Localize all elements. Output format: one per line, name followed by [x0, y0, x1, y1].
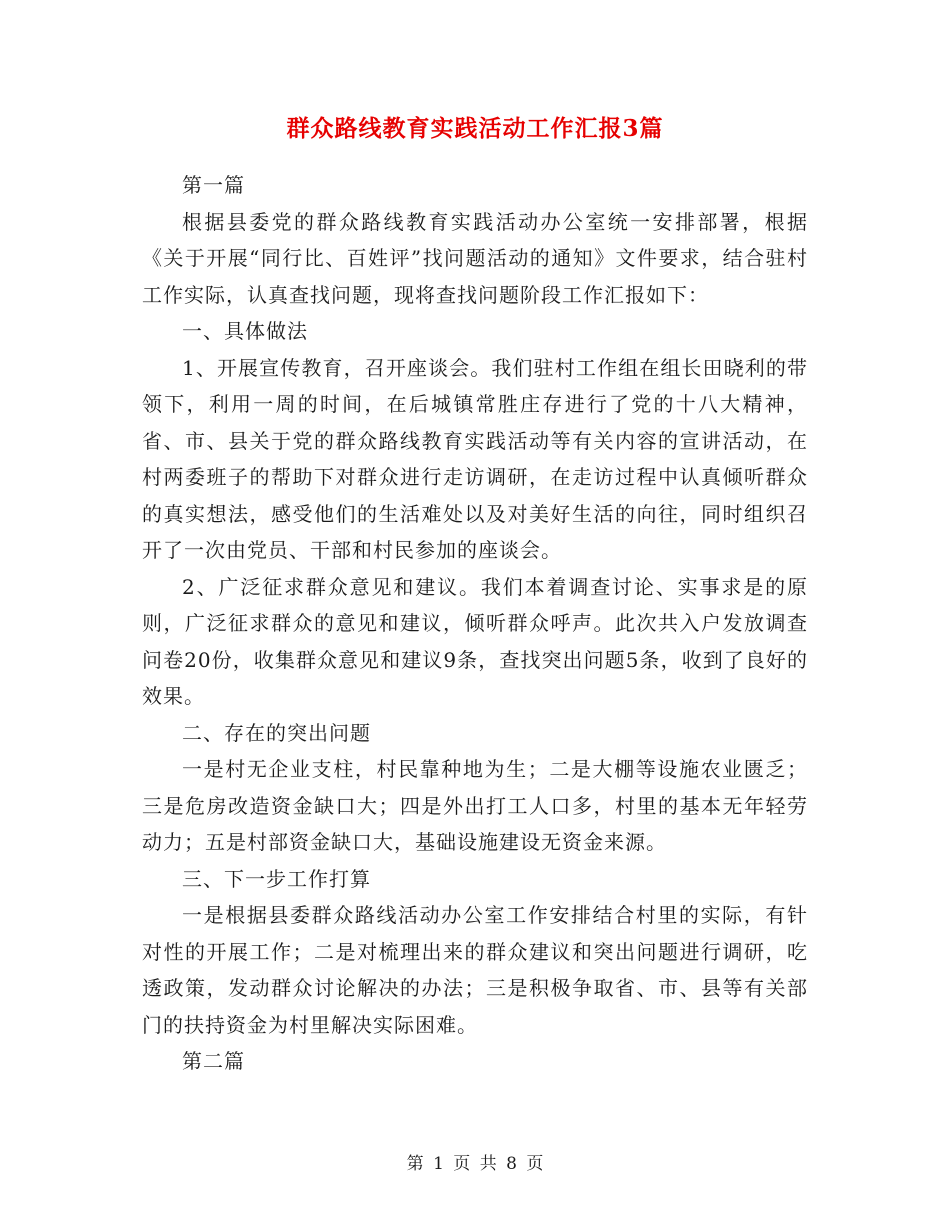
intro-paragraph: 根据县委党的群众路线教育实践活动办公室统一安排部署，根据《关于开展“同行比、百姓评”找问题活动的通知》文件要求，结合驻村工作实际，认真查找问题，现将查找问题阶段工作汇报如下： [142, 209, 808, 307]
body-paragraph: 1、开展宣传教育，召开座谈会。我们驻村工作组在组长田晓利的带领下，利用一周的时间，在后城镇常胜庄存进行了党的十八大精神，省、市、县关于党的群众路线教育实践活动等有关内容的宣讲活动，在村两委班子的帮助下对群众进行走访调研，在走访过程中认真倾听群众的真实想法，感受他们的生活难处以及对美好生活的向往，同时组织召开了一次由党员、干部和村民参加的座谈会。 [142, 355, 808, 562]
section-heading-next-steps: 三、下一步工作打算 [182, 866, 371, 891]
body-paragraph: 一是村无企业支柱，村民靠种地为生；二是大棚等设施农业匮乏；三是危房改造资金缺口大；四是外出打工人口多，村里的基本无年轻劳动力；五是村部资金缺口大，基础设施建设无资金来源。 [142, 757, 808, 854]
body-paragraph: 一是根据县委群众路线活动办公室工作安排结合村里的实际，有针对性的开展工作；二是对梳理出来的群众建议和突出问题进行调研，吃透政策，发动群众讨论解决的办法；三是积极争取省、市、县等有关部门的扶持资金为村里解决实际困难。 [142, 903, 808, 1037]
section-heading-problems: 二、存在的突出问题 [182, 720, 371, 745]
section-heading-part-one: 第一篇 [182, 173, 245, 197]
body-paragraph: 2、广泛征求群众意见和建议。我们本着调查讨论、实事求是的原则，广泛征求群众的意见和建议，倾听群众呼声。此次共入户发放调查问卷20份，收集群众意见和建议9条，查找突出问题5条，收到了良好的效果。 [142, 574, 808, 708]
document-body [142, 167, 808, 1080]
section-heading-methods: 一、具体做法 [182, 319, 308, 343]
document-title: 群众路线教育实践活动工作汇报3篇 [286, 115, 664, 142]
section-heading-part-two: 第二篇 [182, 1049, 245, 1073]
page-number-footer: 第 1 页 共 8 页 [406, 1154, 544, 1174]
